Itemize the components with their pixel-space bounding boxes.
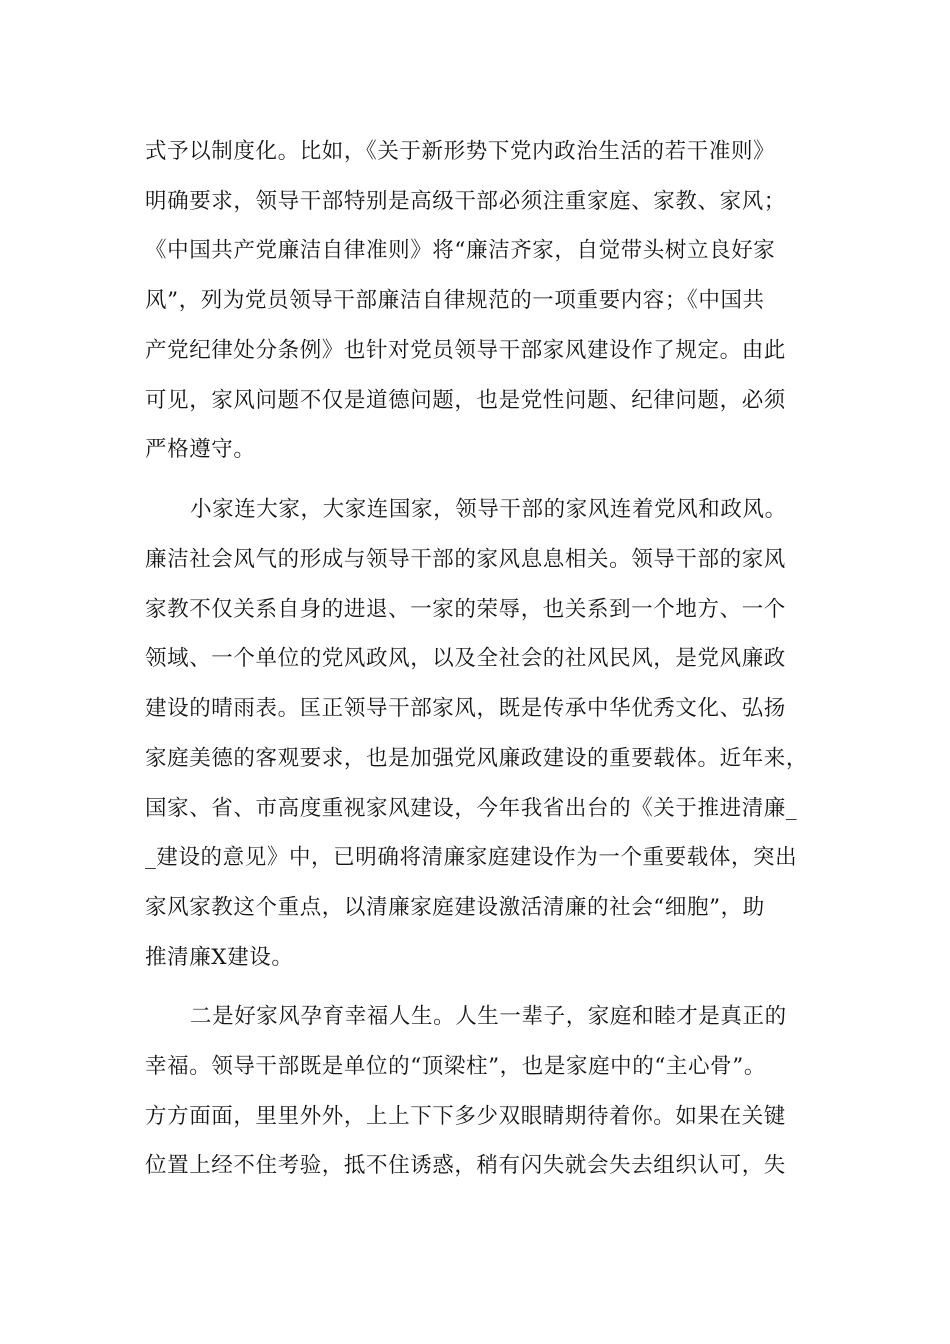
paragraph-2-line-1: 小家连大家，大家连国家，领导干部的家风连着党风和政风。 <box>190 497 787 522</box>
paragraph-1-line-3: 《中国共产党廉洁自律准则》将“廉洁齐家，自觉带头树立良好家 <box>145 238 776 263</box>
paragraph-3-line-3: 方方面面，里里外外，上上下下多少双眼睛期待着你。如果在关键 <box>145 1104 786 1129</box>
paragraph-2-line-4: 领域、一个单位的党风政风，以及全社会的社风民风，是党风廉政 <box>145 646 786 671</box>
paragraph-3-line-2: 幸福。领导干部既是单位的“顶梁柱”，也是家庭中的“主心骨”。 <box>145 1054 766 1079</box>
paragraph-3-line-1: 二是好家风孕育幸福人生。人生一辈子，家庭和睦才是真正的 <box>190 1004 787 1029</box>
paragraph-2-line-10: 推清廉X建设。 <box>145 945 294 970</box>
paragraph-2-line-9: 家风家教这个重点，以清廉家庭建设激活清廉的社会“细胞”，助 <box>145 895 765 920</box>
paragraph-1-line-4: 风”，列为党员领导干部廉洁自律规范的一项重要内容；《中国共 <box>145 288 765 313</box>
paragraph-2-line-8: _建设的意见》中，已明确将清廉家庭建设作为一个重要载体，突出 <box>145 845 798 870</box>
paragraph-1-line-2: 明确要求，领导干部特别是高级干部必须注重家庭、家教、家风； <box>145 189 786 214</box>
paragraph-2-line-6: 家庭美德的客观要求，也是加强党风廉政建设的重要载体。近年来， <box>145 746 809 771</box>
paragraph-2-line-5: 建设的晴雨表。匡正领导干部家风，既是传承中华优秀文化、弘扬 <box>145 696 786 721</box>
paragraph-2-line-2: 廉洁社会风气的形成与领导干部的家风息息相关。领导干部的家风 <box>145 547 786 572</box>
paragraph-2-line-7: 国家、省、市高度重视家风建设，今年我省出台的《关于推进清廉_ <box>145 796 798 821</box>
paragraph-1-line-7: 严格遵守。 <box>145 437 256 462</box>
paragraph-2-line-3: 家教不仅关系自身的进退、一家的荣辱，也关系到一个地方、一个 <box>145 597 786 622</box>
paragraph-1-line-6: 可见，家风问题不仅是道德问题，也是党性问题、纪律问题，必须 <box>145 388 786 413</box>
paragraph-1-line-1: 式予以制度化。比如，《关于新形势下党内政治生活的若干准则》 <box>145 139 776 164</box>
paragraph-3-line-4: 位置上经不住考验，抵不住诱惑，稍有闪失就会失去组织认可，失 <box>145 1153 786 1178</box>
paragraph-1-line-5: 产党纪律处分条例》也针对党员领导干部家风建设作了规定。由此 <box>145 338 786 363</box>
